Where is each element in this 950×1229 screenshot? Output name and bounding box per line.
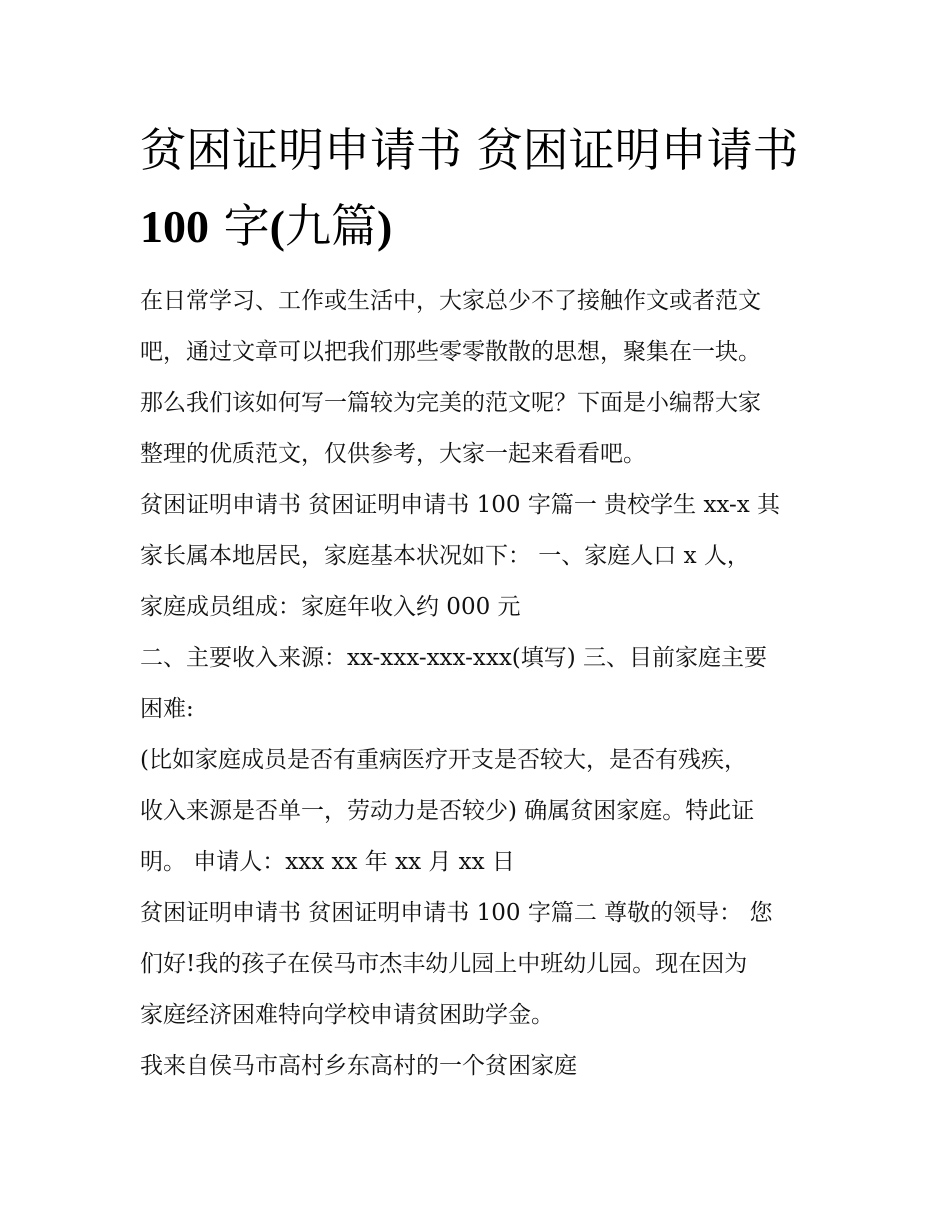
body-line: 我来自侯马市高村乡东高村的一个贫困家庭 <box>140 1053 577 1079</box>
title-text-2: 字 <box>209 199 270 253</box>
body-line: 明。 申请人：xxx xx 年 xx 月 xx 日 <box>140 849 515 875</box>
body-line: 们好!我的孩子在侯马市杰丰幼儿园上中班幼儿园。现在因为 <box>140 951 748 977</box>
document-title <box>140 112 840 265</box>
body-line: (比如家庭成员是否有重病医疗开支是否较大，是否有残疾， <box>140 747 747 773</box>
body-line: 那么我们该如何写一篇较为完美的范文呢？下面是小编帮大家 <box>140 390 761 416</box>
body-line: 家庭经济困难特向学校申请贫困助学金。 <box>140 1002 554 1028</box>
title-text-3: 九篇 <box>284 199 377 253</box>
body-line: 收入来源是否单一，劳动力是否较少) 确属贫困家庭。特此证 <box>140 798 755 824</box>
document-body <box>140 276 830 1092</box>
body-line: 贫困证明申请书 贫困证明申请书 100 字篇一 贵校学生 xx-x 其 <box>140 492 781 518</box>
body-line: 吧，通过文章可以把我们那些零零散散的思想，聚集在一块。 <box>140 339 761 365</box>
body-line: 在日常学习、工作或生活中，大家总少不了接触作文或者范文 <box>140 288 761 314</box>
body-line: 贫困证明申请书 贫困证明申请书 100 字篇二 尊敬的领导： 您 <box>140 900 773 926</box>
body-line: 二、主要收入来源：xx-xxx-xxx-xxx(填写) 三、目前家庭主要 <box>140 645 768 671</box>
body-line: 家长属本地居民，家庭基本状况如下： 一、家庭人口 x 人， <box>140 543 750 569</box>
title-paren-open: ( <box>269 201 285 252</box>
title-text-1: 贫困证明申请书 贫困证明申请书 <box>140 123 799 177</box>
body-line: 整理的优质范文，仅供参考，大家一起来看看吧。 <box>140 441 646 467</box>
body-line: 家庭成员组成：家庭年收入约 000 元 <box>140 594 521 620</box>
title-paren-close: ) <box>376 201 393 252</box>
body-line: 困难: <box>140 696 194 722</box>
title-number: 100 <box>140 201 209 252</box>
